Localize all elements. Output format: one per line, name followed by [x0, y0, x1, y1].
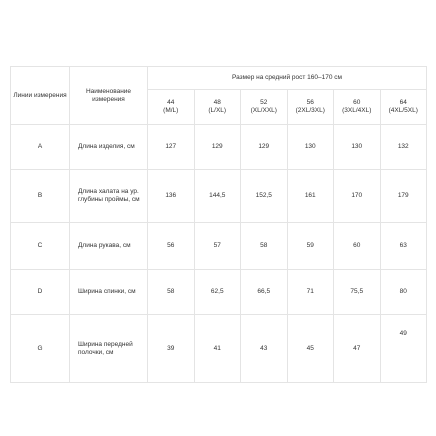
value-cell: 66,5 — [241, 270, 288, 315]
size-code: (L/XL) — [208, 107, 227, 114]
size-number: 44 — [167, 99, 175, 106]
name-cell: Ширина передней полочки, см — [70, 315, 148, 383]
size-header-60 — [334, 90, 381, 125]
value-cell: 43 — [241, 315, 288, 383]
value-cell: 49 — [380, 315, 427, 383]
value-cell: 179 — [380, 170, 427, 223]
line-cell: B — [11, 170, 70, 223]
table-row — [11, 125, 427, 170]
value-cell: 75,5 — [334, 270, 381, 315]
size-header-48 — [194, 90, 241, 125]
value-cell: 152,5 — [241, 170, 288, 223]
size-header-56 — [287, 90, 334, 125]
size-header-64 — [380, 90, 427, 125]
value-cell: 71 — [287, 270, 334, 315]
size-number: 56 — [306, 99, 314, 106]
size-number: 64 — [399, 99, 407, 106]
name-cell: Длина изделия, см — [70, 125, 148, 170]
value-cell: 132 — [380, 125, 427, 170]
size-group-header: Размер на средний рост 160–170 см — [148, 67, 427, 90]
name-cell: Ширина спинки, см — [70, 270, 148, 315]
table-row — [11, 270, 427, 315]
size-code: (XL/XXL) — [250, 107, 277, 114]
table-row — [11, 170, 427, 223]
name-cell: Длина халата на ур. глубины проймы, см — [70, 170, 148, 223]
size-code: (3XL/4XL) — [342, 107, 372, 114]
value-cell: 130 — [334, 125, 381, 170]
value-cell: 144,5 — [194, 170, 241, 223]
value-cell: 60 — [334, 223, 381, 270]
size-header-44 — [148, 90, 195, 125]
value-cell: 129 — [241, 125, 288, 170]
value-cell: 127 — [148, 125, 195, 170]
size-chart-table — [10, 66, 427, 383]
value-cell: 47 — [334, 315, 381, 383]
col-line-header: Линии измерения — [11, 67, 70, 125]
value-cell: 170 — [334, 170, 381, 223]
col-name-header: Наименование измерения — [70, 67, 148, 125]
line-cell: A — [11, 125, 70, 170]
value-cell: 45 — [287, 315, 334, 383]
table-row — [11, 223, 427, 270]
value-cell: 129 — [194, 125, 241, 170]
value-cell: 63 — [380, 223, 427, 270]
line-cell: D — [11, 270, 70, 315]
value-cell: 62,5 — [194, 270, 241, 315]
value-cell: 80 — [380, 270, 427, 315]
value-cell: 41 — [194, 315, 241, 383]
header-row-top — [11, 67, 427, 90]
line-cell: C — [11, 223, 70, 270]
value-cell: 59 — [287, 223, 334, 270]
size-code: (2XL/3XL) — [295, 107, 325, 114]
size-number: 48 — [213, 99, 221, 106]
value-cell: 130 — [287, 125, 334, 170]
value-cell: 39 — [148, 315, 195, 383]
name-cell: Длина рукава, см — [70, 223, 148, 270]
size-code: (M/L) — [163, 107, 179, 114]
value-cell: 58 — [241, 223, 288, 270]
line-cell: G — [11, 315, 70, 383]
size-code: (4XL/5XL) — [388, 107, 418, 114]
value-cell: 56 — [148, 223, 195, 270]
size-number: 60 — [353, 99, 361, 106]
value-cell: 161 — [287, 170, 334, 223]
size-number: 52 — [260, 99, 268, 106]
size-header-52 — [241, 90, 288, 125]
value-cell: 57 — [194, 223, 241, 270]
value-cell: 58 — [148, 270, 195, 315]
table-row — [11, 315, 427, 383]
value-cell: 136 — [148, 170, 195, 223]
